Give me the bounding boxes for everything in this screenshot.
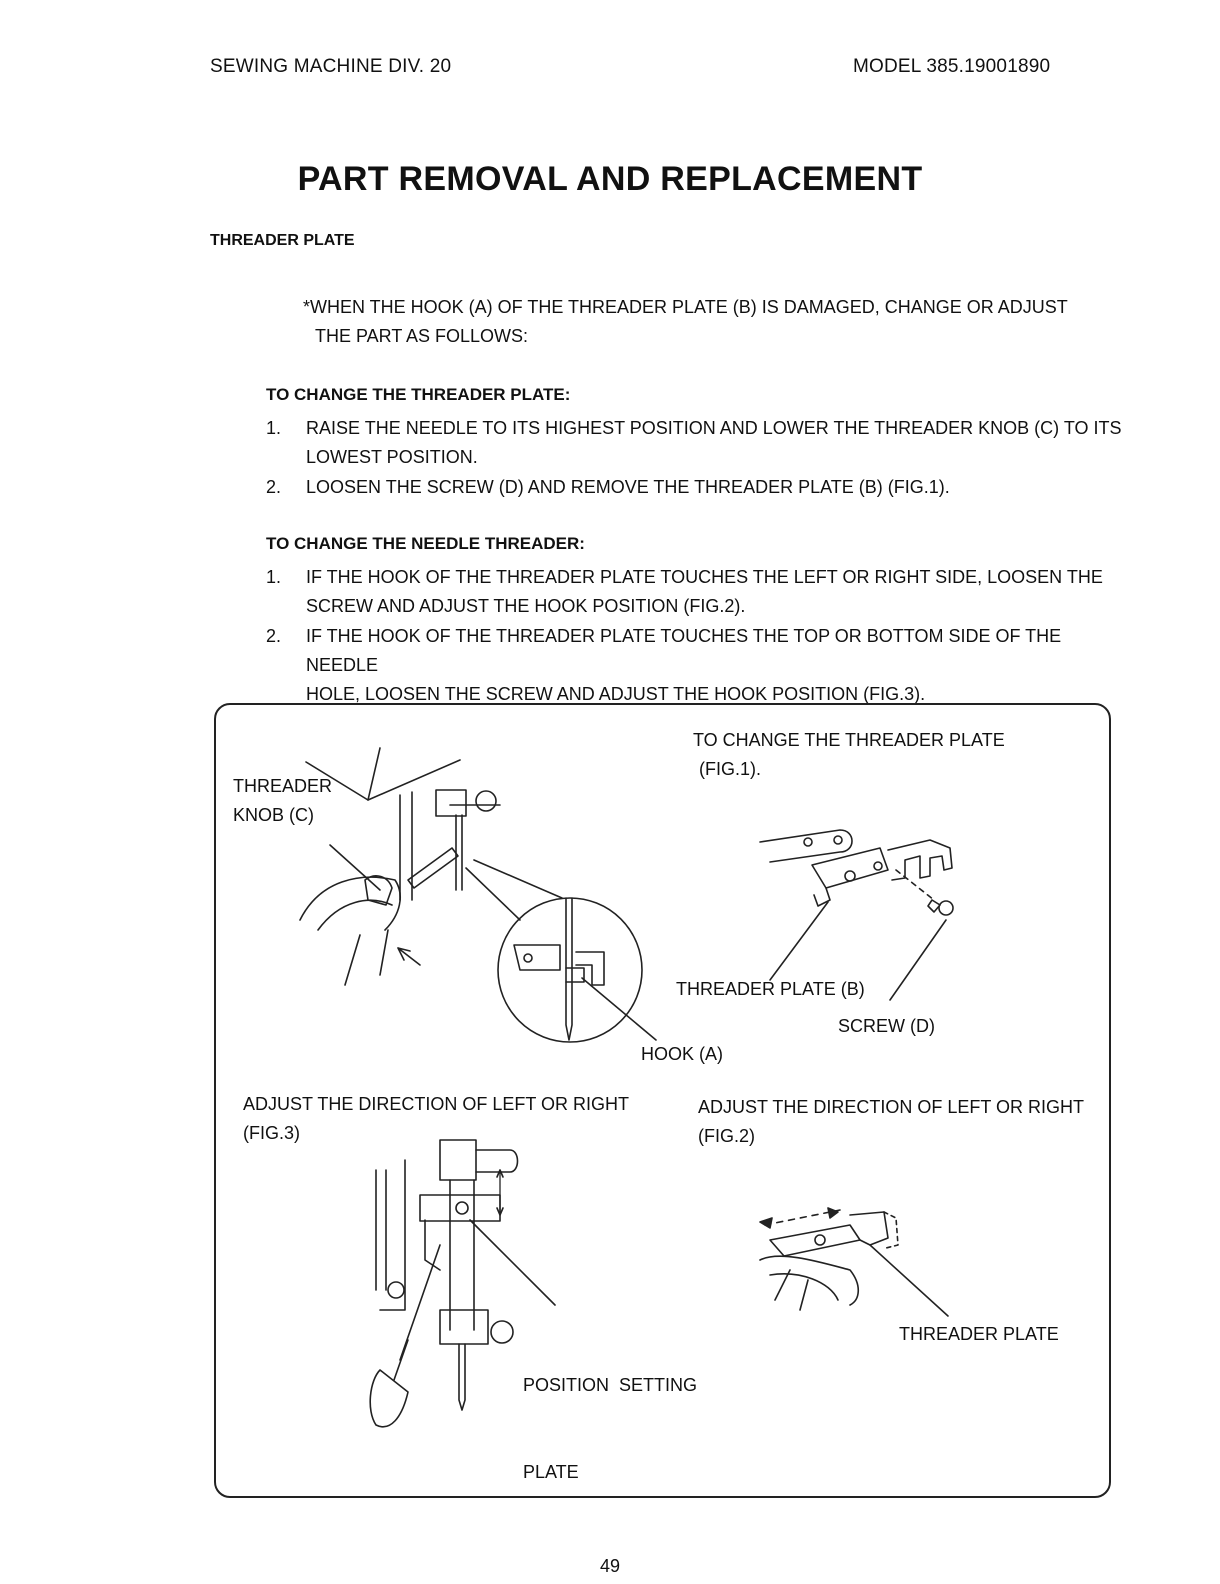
header-right: MODEL 385.19001890 — [853, 56, 1051, 77]
threader-knob-label-line1: THREADER — [233, 776, 333, 796]
position-setting-plate-line1: POSITION SETTING — [523, 1375, 698, 1395]
fig1-caption-line1: TO CHANGE THE THREADER PLATE — [693, 730, 1005, 750]
change-plate-heading: TO CHANGE THE THREADER PLATE: — [266, 385, 571, 404]
threader-plate-label: THREADER PLATE — [899, 1324, 1059, 1344]
fig3-caption-line2: (FIG.3) — [243, 1123, 300, 1143]
threader-knob-label — [233, 772, 332, 830]
fig2-adjust-illustration — [760, 1208, 948, 1316]
hook-a-label: HOOK (A) — [641, 1044, 724, 1064]
position-setting-plate-label — [523, 1313, 697, 1516]
fig1-caption — [693, 726, 1005, 784]
section-title: THREADER PLATE — [210, 232, 355, 249]
step-text: LOOSEN THE SCREW (D) AND REMOVE THE THREADER PLATE (B) (FIG.1). — [306, 477, 950, 497]
step-text-line: IF THE HOOK OF THE THREADER PLATE TOUCHES THE LEFT OR RIGHT SIDE, LOOSEN THE — [306, 567, 1103, 587]
fig2-caption — [698, 1093, 1084, 1151]
fig3-caption — [243, 1090, 629, 1148]
step-number: 2. — [266, 477, 282, 497]
step-number: 2. — [266, 626, 282, 646]
fig2-caption-line2: (FIG.2) — [698, 1126, 755, 1146]
step-number: 1. — [266, 567, 282, 587]
position-setting-plate-line2: PLATE — [523, 1462, 579, 1482]
step-number: 1. — [266, 418, 282, 438]
fig1-caption-line2: (FIG.1). — [699, 759, 761, 779]
intro-note-line2: THE PART AS FOLLOWS: — [315, 326, 529, 346]
intro-note-line1: *WHEN THE HOOK (A) OF THE THREADER PLATE (B) IS DAMAGED, CHANGE OR ADJUST — [303, 297, 1068, 317]
page-number: 49 — [599, 1556, 621, 1576]
fig3-caption-line1: ADJUST THE DIRECTION OF LEFT OR RIGHT — [243, 1094, 630, 1114]
change-threader-heading: TO CHANGE THE NEEDLE THREADER: — [266, 534, 585, 553]
page-title: PART REMOVAL AND REPLACEMENT — [297, 160, 923, 198]
step-text-line: HOLE, LOOSEN THE SCREW AND ADJUST THE HOOK POSITION (FIG.3). — [306, 684, 926, 704]
threader-knob-label-line2: KNOB (C) — [233, 805, 314, 825]
fig2-caption-line1: ADJUST THE DIRECTION OF LEFT OR RIGHT — [698, 1097, 1085, 1117]
threader-plate-b-label: THREADER PLATE (B) — [676, 979, 865, 999]
screw-d-label: SCREW (D) — [838, 1016, 935, 1036]
step-text-line: SCREW AND ADJUST THE HOOK POSITION (FIG.2). — [306, 596, 746, 616]
step-text-line: IF THE HOOK OF THE THREADER PLATE TOUCHES THE TOP OR BOTTOM SIDE OF THE NEEDLE — [306, 626, 1062, 675]
hook-zoom-illustration — [466, 860, 656, 1042]
step-text-line: LOWEST POSITION. — [306, 447, 478, 467]
header-left: SEWING MACHINE DIV. 20 — [210, 56, 452, 77]
step-text-line: RAISE THE NEEDLE TO ITS HIGHEST POSITION AND LOWER THE THREADER KNOB (C) TO ITS — [306, 418, 1122, 438]
